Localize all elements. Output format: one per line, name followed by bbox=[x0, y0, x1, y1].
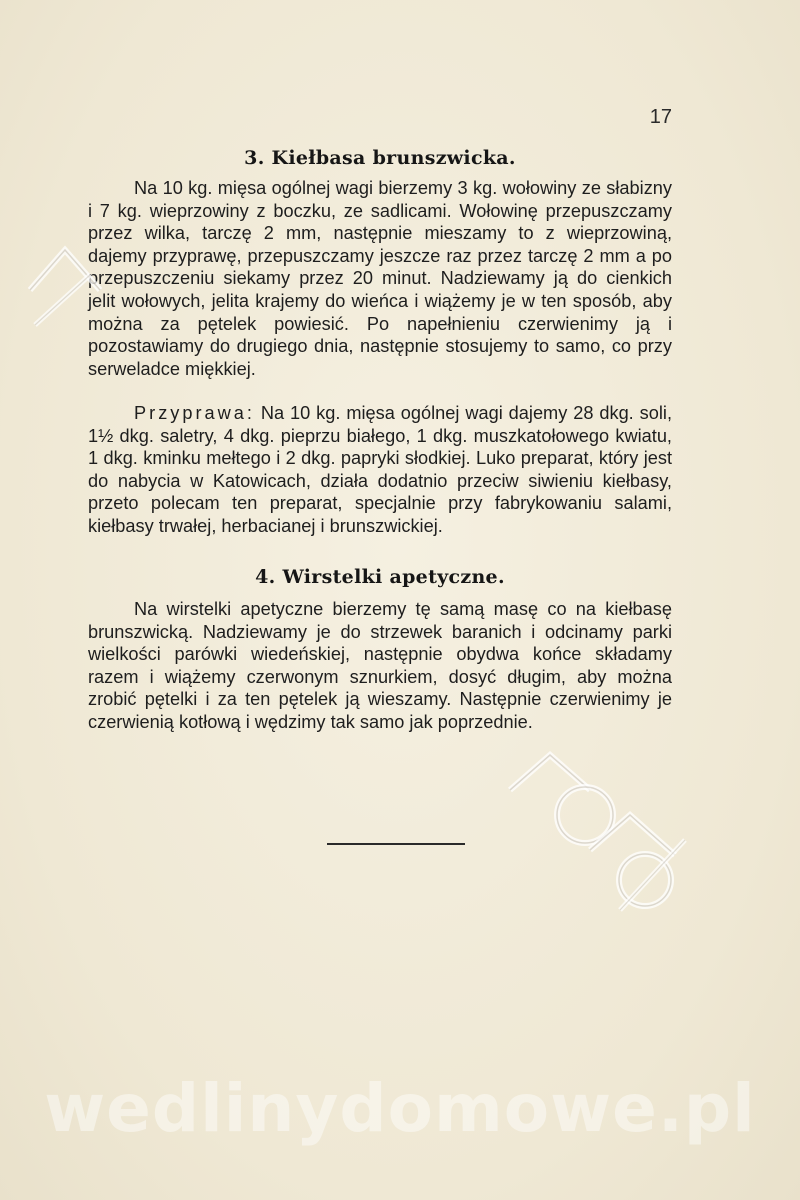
watermark-text: wedlinydomowe.pl bbox=[44, 1070, 756, 1147]
watermark-stamp-right-icon bbox=[480, 740, 710, 920]
section1-paragraph1: Na 10 kg. mięsa ogólnej wagi bierzemy 3 kg. wołowiny ze słabizny i 7 kg. wieprzowiny z boczku, ze sadlicami. Wołowinę przepuszczamy przez wilka, tarczę 2 mm, następnie mieszamy to z wieprzowiną, dajemy przyprawę, przepuszczamy jeszcze raz przez tarczę 2 mm a po przepuszczeniu siekamy przez 20 minut. Nadziewamy ją do cienkich jelit wołowych, jelita krajemy do wieńca i wiążemy je w ten sposób, aby można za pętelek powiesić. Po napełnieniu czerwienimy ją i pozostawiamy do drugiego dnia, następnie stosujemy to samo, co przy serweladce miękkiej. bbox=[88, 178, 672, 379]
section-end-rule bbox=[327, 843, 465, 845]
section1-paragraph2-block bbox=[88, 402, 672, 538]
section2-paragraph1: Na wirstelki apetyczne bierzemy tę samą masę co na kiełbasę brunszwicką. Nadziewamy je do strzewek baranich i odcinamy parki wielkości parówki wiedeńskiej, następnie obydwa końce składamy razem i wiążemy czerwonym sznurkiem, dosyć długim, aby można zrobić pętelki i za ten pętelek ją wieszamy. Następnie czerwienimy je czerwienią kotłową i wędzimy tak samo jak poprzednie. bbox=[88, 599, 672, 732]
page-number: 17 bbox=[649, 106, 672, 128]
section-heading-kielbasa-brunszwicka: 3. Kiełbasa brunszwicka. bbox=[244, 147, 516, 169]
section1-paragraph2 bbox=[88, 402, 672, 538]
section-heading-wirstelki-apetyczne: 4. Wirstelki apetyczne. bbox=[255, 566, 505, 588]
section1-paragraph1-block bbox=[88, 177, 672, 380]
seasoning-text: Na 10 kg. mięsa ogólnej wagi dajemy 28 dkg. soli, 1½ dkg. saletry, 4 dkg. pieprzu białego, 1 dkg. muszkatołowego kwiatu, 1 dkg. kminku mełtego i 2 dkg. papryki słodkiej. Luko preparat, który jest do nabycia w Katowicach, działa dodatnio przeciw siwieniu kiełbasy, przeto polecam ten preparat, specjalnie przy fabrykowaniu salami, kiełbasy trwałej, herbacianej i brunszwickiej. bbox=[88, 403, 672, 536]
seasoning-label: Przyprawa: bbox=[134, 403, 255, 423]
section2-paragraph1-block bbox=[88, 598, 672, 734]
